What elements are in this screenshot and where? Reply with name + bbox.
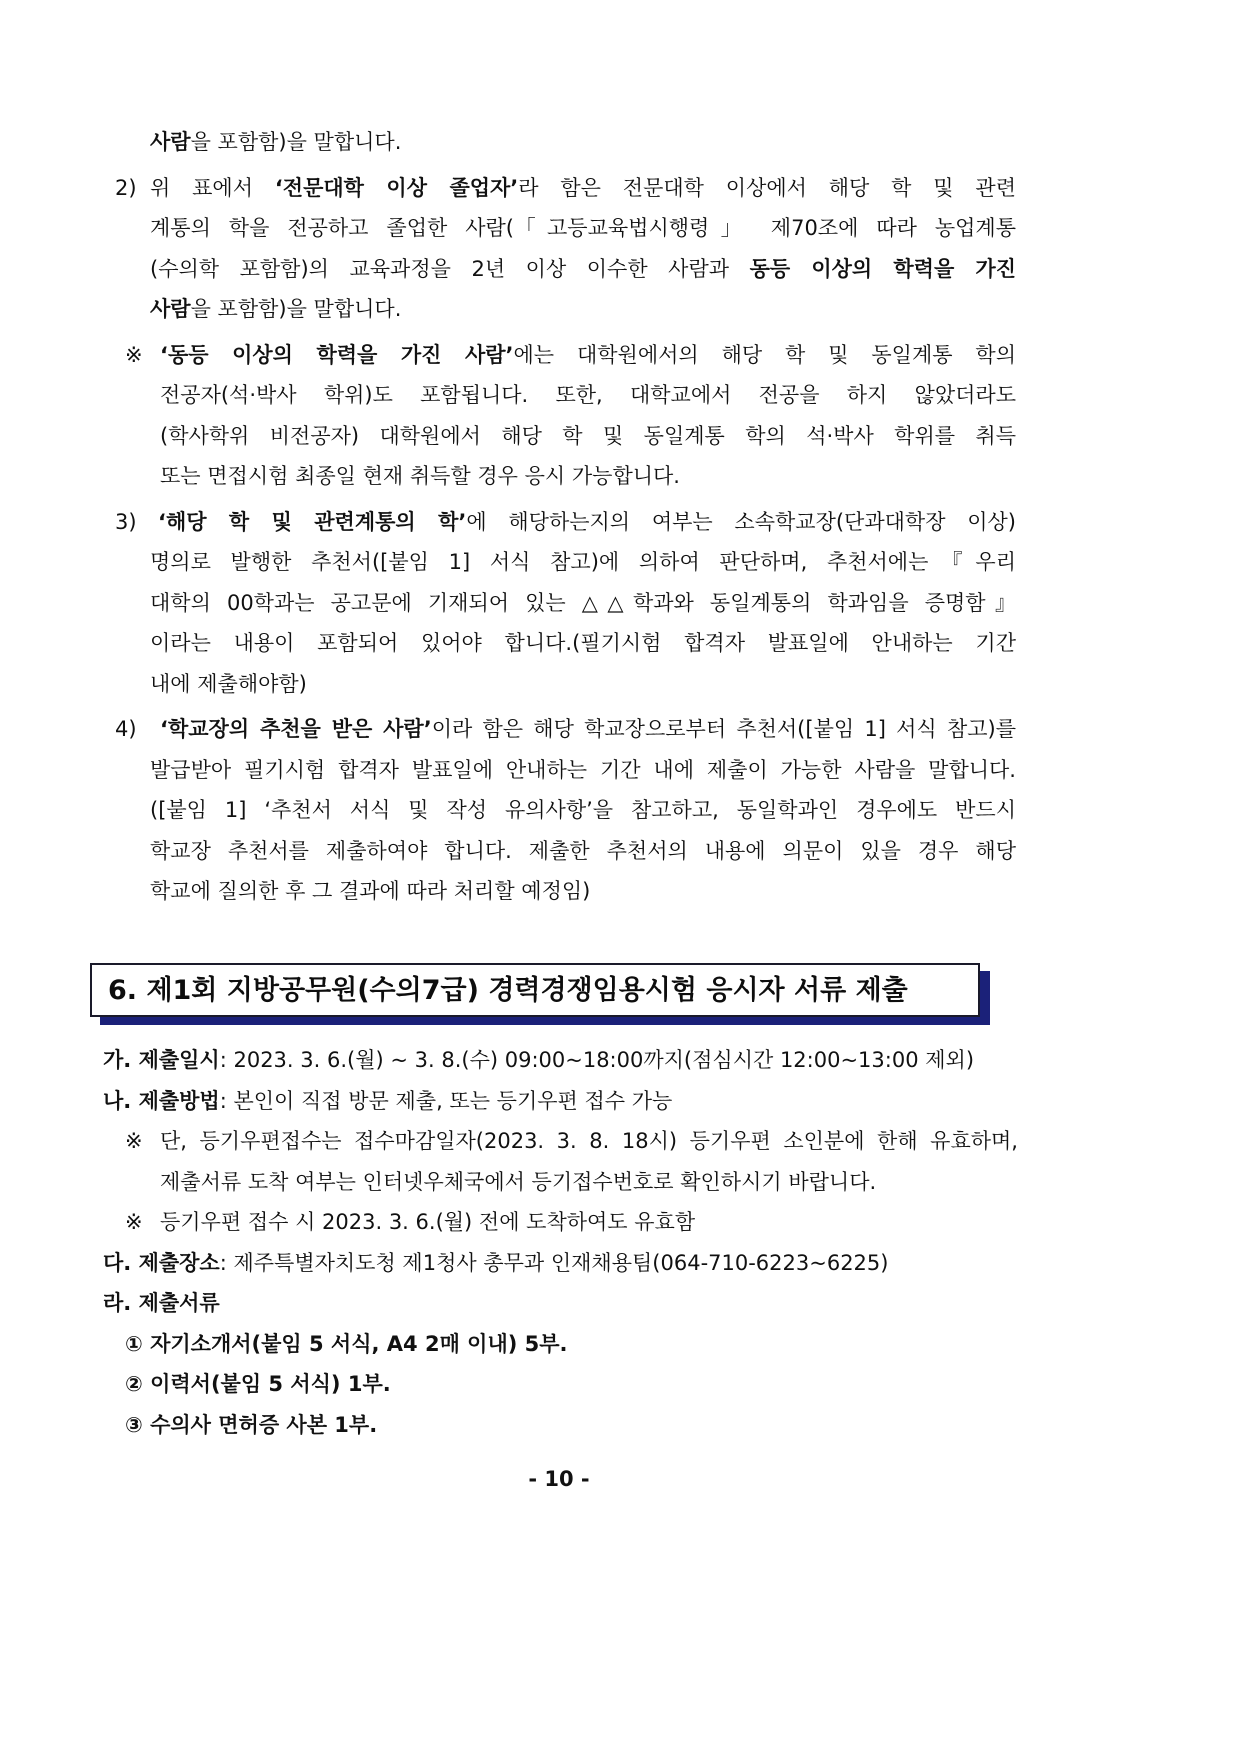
bold-term: ‘동등 이상의 학력을 가진 사람’ (160, 342, 514, 367)
text-run: 이라 함은 해당 학교장으로부터 추천서([붙임 1] 서식 참고)를 (431, 717, 1016, 741)
submission-documents-label: 라. 제출서류 (103, 1291, 220, 1315)
bold-term: 동등 이상의 학력을 가진 (749, 256, 1017, 281)
submission-place (103, 1243, 1239, 1284)
submission-place-label: 다. 제출장소 (103, 1250, 220, 1275)
section-6-title: 6. 제1회 지방공무원(수의7급) 경력경쟁임용시험 응시자 서류 제출 (108, 975, 908, 1006)
bold-term: 사람 (150, 297, 191, 321)
document-item-1: ① 자기소개서(붙임 5 서식, A4 2매 이내) 5부. (125, 1331, 568, 1356)
text-run: 단, 등기우편접수는 접수마감일자(2023. 3. 8. 18시) 등기우편 소인분에 한해 유효하며, (160, 1129, 1018, 1153)
submission-documents-heading (103, 1283, 1239, 1324)
item-3-line-5 (150, 664, 1016, 705)
text-run: 을 포함함)을 말합니다. (190, 130, 402, 154)
intro-continuation (0, 122, 1239, 163)
note-line-2 (160, 375, 1016, 416)
reference-mark-icon: ※ (125, 342, 143, 367)
reference-mark-icon: ※ (125, 1129, 143, 1153)
submission-place-value: : 제주특별자치도청 제1청사 총무과 인재채용팀(064-710-6223~6225) (219, 1250, 889, 1275)
item-4-marker: 4) (115, 717, 137, 741)
item-4-body (150, 709, 1016, 912)
note-line-4 (160, 456, 1016, 497)
intro-body (150, 122, 1016, 163)
bold-term: ‘학교장의 추천을 받은 사람’ (160, 717, 432, 741)
note-early-line (160, 1202, 1239, 1243)
qualification-notes (0, 122, 1239, 912)
item-2-line-1 (150, 168, 1016, 209)
text-run: 등기우편 접수 시 2023. 3. 6.(월) 전에 도착하여도 유효함 (160, 1210, 696, 1234)
reference-mark-icon: ※ (125, 1210, 143, 1234)
text-run: 계통의 학을 전공하고 졸업한 사람(「고등교육법시행령」 제70조에 따라 농업계통 (150, 216, 1016, 240)
item-4-line-3 (150, 790, 1016, 831)
section-6-header (90, 963, 980, 1017)
document-item-3: ③ 수의사 면허증 사본 1부. (125, 1412, 378, 1437)
text-run: 명의로 발행한 추천서([붙임 1] 서식 참고)에 의하여 판단하며, 추천서에는『우리 (150, 550, 1016, 574)
bold-term: 사람 (150, 130, 191, 154)
item-4-line-5 (150, 871, 1016, 912)
bold-term: ‘해당 학 및 관련계통의 학’ (158, 509, 467, 534)
item-3-line-3 (150, 583, 1016, 624)
text-run: 전공자(석·박사 학위)도 포함됩니다. 또한, 대학교에서 전공을 하지 않았더라도 (160, 383, 1016, 407)
item-2-line-3 (150, 249, 1016, 290)
text-run: 또는 면접시험 최종일 현재 취득할 경우 응시 가능합니다. (160, 464, 680, 488)
submission-details (0, 1040, 1239, 1445)
text-run: (학사학위 비전공자) 대학원에서 해당 학 및 동일계통 학의 석·박사 학위를 취득 (160, 423, 1016, 448)
item-3-line-2 (150, 542, 1016, 583)
note-registered-mail-body (160, 1121, 1018, 1202)
note-line-3 (160, 416, 1016, 457)
text-run: 내에 제출해야함) (150, 671, 307, 696)
item-3-marker: 3) (115, 509, 137, 534)
note-early-arrival (0, 1202, 1239, 1243)
note-line-1 (160, 335, 1016, 376)
text-run: 에 해당하는지의 여부는 소속학교장(단과대학장 이상) (466, 509, 1016, 534)
text-run: 에는 대학원에서의 해당 학 및 동일계통 학의 (513, 342, 1016, 367)
item-3 (0, 502, 1239, 705)
item-2-line-2 (150, 208, 1016, 249)
text-run: 위 표에서 (150, 175, 275, 200)
note-mail-line-2 (160, 1162, 1018, 1203)
note-mail-line-1 (160, 1121, 1018, 1162)
submission-period (103, 1040, 1239, 1081)
bold-term: ‘전문대학 이상 졸업자’ (274, 175, 519, 200)
text-run: 학교에 질의한 후 그 결과에 따라 처리할 예정임) (150, 879, 591, 903)
item-3-line-4 (150, 623, 1016, 664)
text-run: 을 포함함)을 말합니다. (190, 297, 402, 321)
submission-method-value: : 본인이 직접 방문 제출, 또는 등기우편 접수 가능 (219, 1088, 673, 1113)
item-2 (0, 168, 1239, 330)
text-run: 제출서류 도착 여부는 인터넷우체국에서 등기접수번호로 확인하시기 바랍니다. (160, 1169, 877, 1194)
submission-method-label: 나. 제출방법 (103, 1088, 220, 1113)
item-4-line-2 (150, 750, 1016, 791)
text-run: (수의학 포함함)의 교육과정을 2년 이상 이수한 사람과 (150, 256, 750, 281)
text-run: 대학의 00학과는 공고문에 기재되어 있는 △△학과와 동일계통의 학과임을 증명함』 (150, 590, 1016, 615)
page-number: - 10 - (528, 1467, 590, 1491)
submission-period-value: : 2023. 3. 6.(월) ~ 3. 8.(수) 09:00~18:00까지(점심시간 12:00~13:00 제외) (219, 1048, 975, 1072)
intro-line-1 (150, 122, 1016, 163)
item-4 (0, 709, 1239, 912)
item-2-line-4 (150, 289, 1016, 330)
text-run: 학교장 추천서를 제출하여야 합니다. 제출한 추천서의 내용에 의문이 있을 경우 해당 (150, 838, 1016, 863)
note-equivalent-body (160, 335, 1016, 497)
item-2-body (150, 168, 1016, 330)
text-run: 발급받아 필기시험 합격자 발표일에 안내하는 기간 내에 제출이 가능한 사람을 말합니다. (150, 757, 1016, 782)
item-3-body (150, 502, 1016, 705)
note-registered-mail (0, 1121, 1239, 1202)
text-run: ([붙임 1] ‘추천서 서식 및 작성 유의사항’을 참고하고, 동일학과인 경우에도 반드시 (150, 798, 1016, 822)
note-equivalent-degree (0, 335, 1239, 497)
item-4-line-1 (150, 709, 1016, 750)
document-item-2: ② 이력서(붙임 5 서식) 1부. (125, 1372, 391, 1396)
item-2-marker: 2) (115, 175, 137, 200)
item-3-line-1 (150, 502, 1016, 543)
text-run: 라 함은 전문대학 이상에서 해당 학 및 관련 (518, 175, 1016, 200)
item-4-line-4 (150, 831, 1016, 872)
submission-period-label: 가. 제출일시 (103, 1048, 220, 1072)
submission-method (103, 1081, 1239, 1122)
text-run: 이라는 내용이 포함되어 있어야 합니다.(필기시험 합격자 발표일에 안내하는 기간 (150, 631, 1016, 655)
